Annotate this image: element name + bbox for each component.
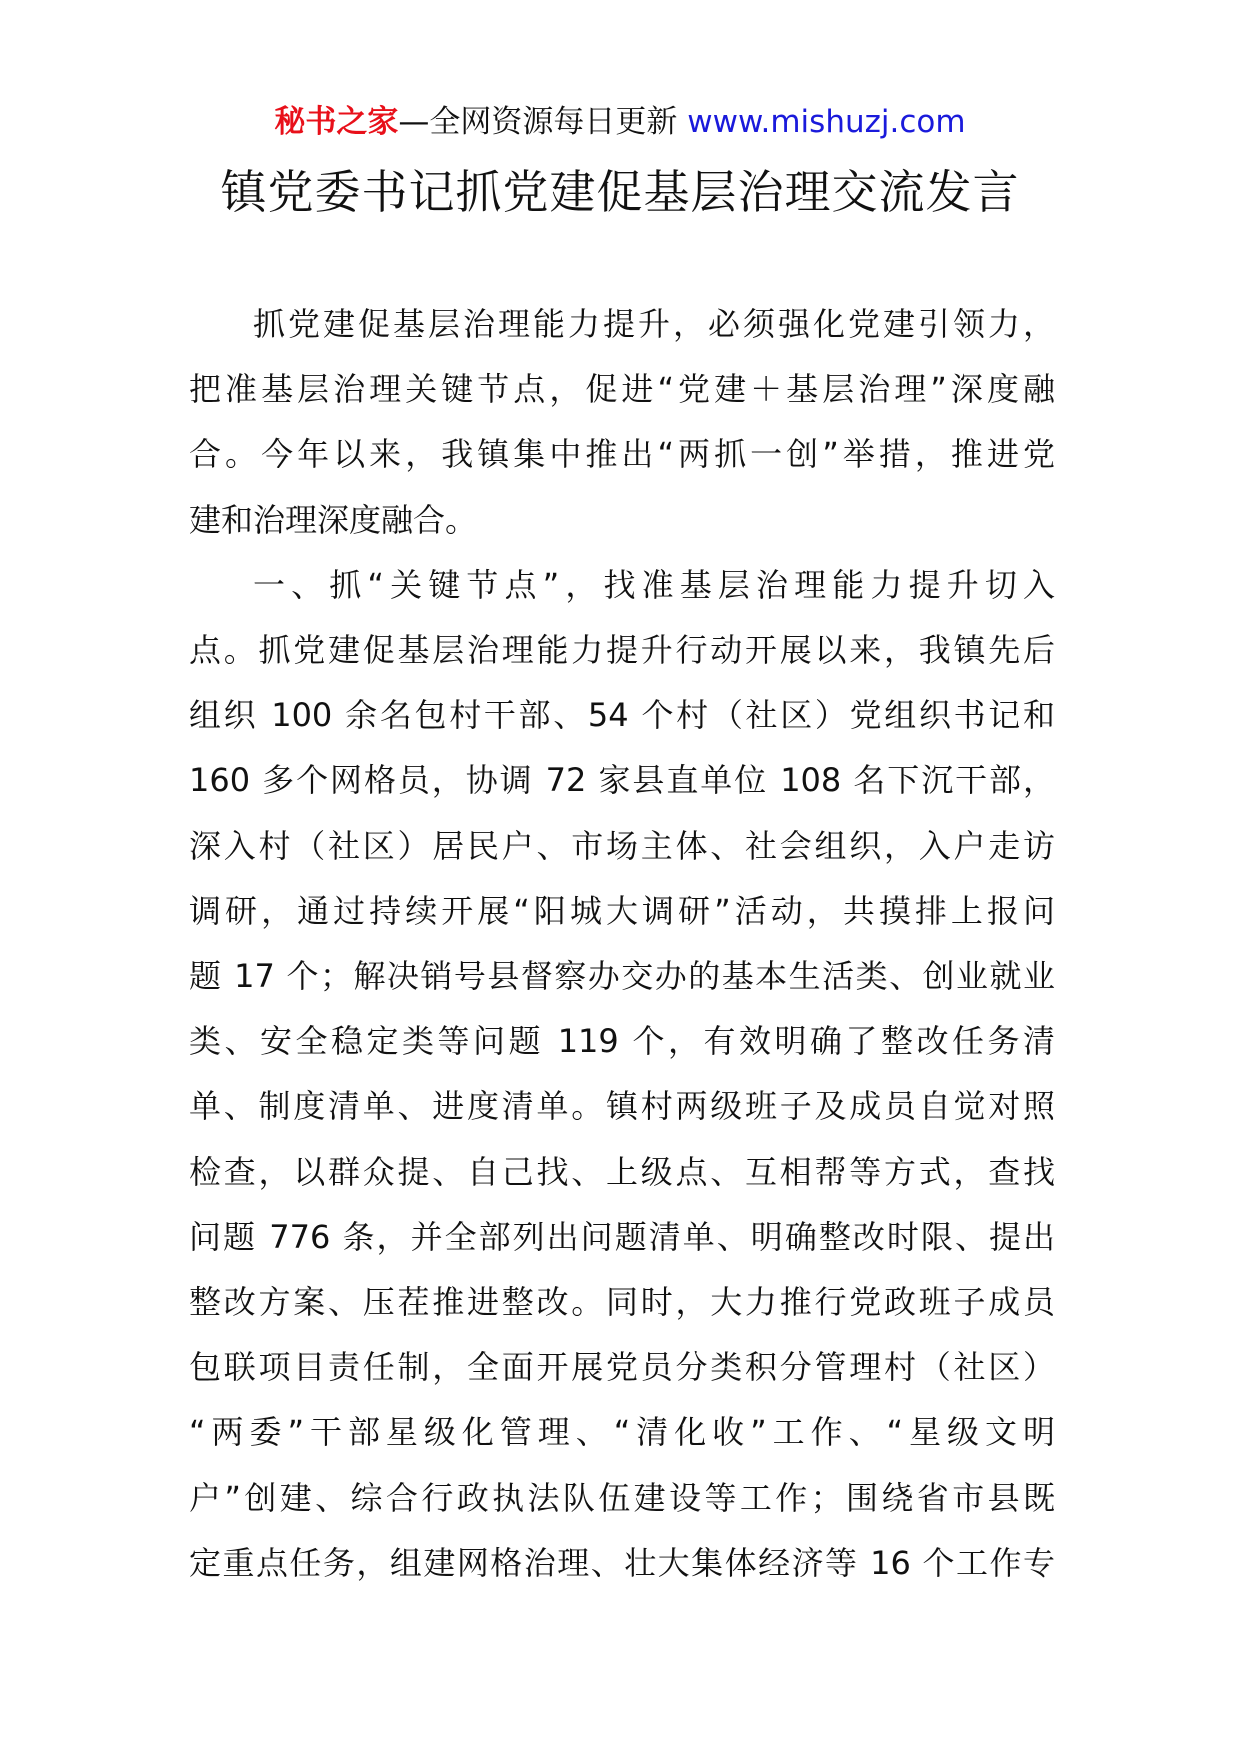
paragraph-intro: [189, 292, 1055, 553]
text-line: 点。抓党建促基层治理能力提升行动开展以来，我镇先后: [189, 631, 1055, 670]
text-line: 一、抓“关键节点”，找准基层治理能力提升切入: [253, 565, 1055, 604]
text-line: 调研，通过持续开展“阳城大调研”活动，共摸排上报问: [189, 891, 1055, 930]
text-line: 160 多个网格员，协调 72 家县直单位 108 名下沉干部，: [189, 761, 1055, 800]
text-line: 把准基层治理关键节点，促进“党建＋基层治理”深度融: [189, 370, 1055, 409]
site-tagline: —全网资源每日更新: [398, 104, 678, 140]
text-line: 包联项目责任制，全面开展党员分类积分管理村（社区）: [189, 1348, 1055, 1387]
text-line: 整改方案、压茬推进整改。同时，大力推行党政班子成员: [189, 1283, 1055, 1322]
text-line: 题 17 个；解决销号县督察办交办的基本生活类、创业就业: [189, 957, 1055, 996]
text-line: 问题 776 条，并全部列出问题清单、明确整改时限、提出: [189, 1217, 1055, 1256]
text-line: 单、制度清单、进度清单。镇村两级班子及成员自觉对照: [189, 1087, 1055, 1126]
site-brand-name: 秘书之家: [274, 104, 399, 140]
paragraph-section-one: [189, 553, 1055, 1596]
text-line: 定重点任务，组建网格治理、壮大集体经济等 16 个工作专: [189, 1543, 1055, 1582]
site-url-link[interactable]: www.mishuzj.com: [687, 104, 966, 140]
text-line: 合。今年以来，我镇集中推出“两抓一创”举措，推进党: [189, 435, 1055, 474]
text-line: 检查，以群众提、自己找、上级点、互相帮等方式，查找: [189, 1152, 1055, 1191]
document-body: [189, 292, 1055, 1596]
text-line: 建和治理深度融合。: [189, 500, 478, 539]
text-line: 深入村（社区）居民户、市场主体、社会组织，入户走访: [189, 826, 1055, 865]
text-line: “两委”干部星级化管理、“清化收”工作、“星级文明: [189, 1413, 1055, 1452]
text-line: 组织 100 余名包村干部、54 个村（社区）党组织书记和: [189, 696, 1055, 735]
text-line: 类、安全稳定类等问题 119 个，有效明确了整改任务清: [189, 1022, 1055, 1061]
text-line: 户”创建、综合行政执法队伍建设等工作；围绕省市县既: [189, 1478, 1055, 1517]
site-banner: [0, 100, 1240, 144]
document-title: 镇党委书记抓党建促基层治理交流发言: [220, 165, 1020, 219]
text-line: 抓党建促基层治理能力提升，必须强化党建引领力，: [253, 305, 1055, 343]
